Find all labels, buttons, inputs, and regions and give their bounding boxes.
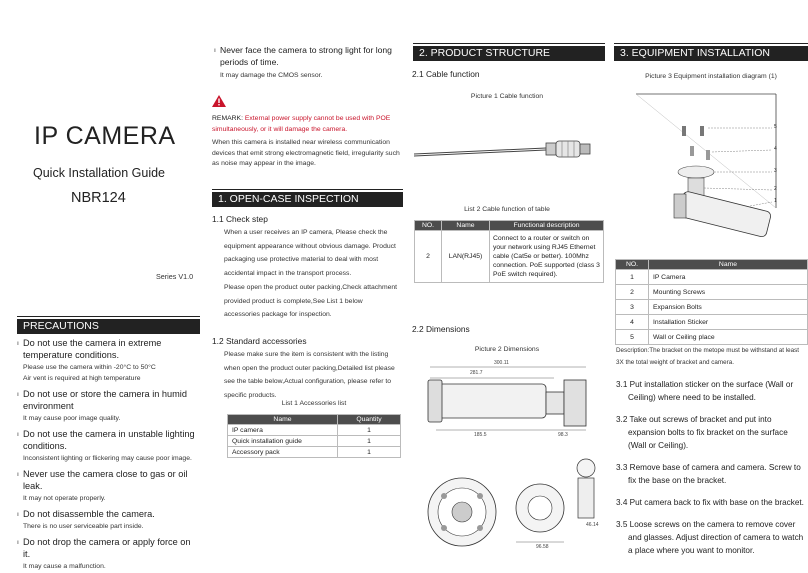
inspection-column — [205, 0, 403, 573]
column-header: NO. — [616, 260, 649, 270]
standard-accessories-paragraph: Please make sure the item is consistent with the listing when open the product outer packing,Detailed list please see the table below,Actual configuration, please refer to specific products. — [224, 351, 395, 399]
table-cell: Wall or Ceiling place — [649, 330, 808, 345]
table-cell: 1 — [338, 425, 401, 436]
model-number: NBR124 — [71, 190, 126, 206]
table-cell: 1 — [338, 447, 401, 458]
precaution-item — [17, 468, 200, 503]
precaution-note: Inconsistent lighting or flickering may cause poor image. — [23, 455, 192, 462]
table-cell: Installation Sticker — [649, 315, 808, 330]
precaution-note: Air vent is required at high temperature — [23, 375, 141, 382]
check-step-title: 1.1 Check step — [212, 214, 268, 224]
diagram-label: 4 — [774, 146, 777, 152]
table-row — [616, 330, 808, 345]
warning-icon — [212, 95, 226, 107]
table-cell: Expansion Bolts — [649, 300, 808, 315]
diagram-label: 1 — [774, 198, 777, 204]
picture1-caption: Picture 1 Cable function — [470, 93, 544, 100]
install-step: 3.3 Remove base of camera and camera. Screw to fix the base on the bracket. — [616, 463, 801, 485]
installation-column — [610, 0, 808, 573]
table-cell: 4 — [616, 315, 649, 330]
standard-accessories-title: 1.2 Standard accessories — [212, 336, 307, 346]
table-cell: Accessory pack — [228, 447, 338, 458]
wireless-note: When this camera is installed near wireless communication devices that emit strong electromagnetic field, irregularity such as noise may appear in the image. — [212, 139, 400, 167]
page-subtitle: Quick Installation Guide — [33, 166, 166, 180]
remark — [212, 113, 400, 135]
strong-light-note: It may damage the CMOS sensor. — [220, 72, 323, 79]
table-row — [616, 300, 808, 315]
list2-caption: List 2 Cable function of table — [464, 206, 550, 213]
table-cell: IP Camera — [649, 270, 808, 285]
column-header: Name — [228, 415, 338, 425]
check-step-paragraph: When a user receives an IP camera, Please check the equipment appearance without obvious damage. Product packaging use protective material to deal with most accidental impact in the transport process. — [224, 229, 396, 277]
install-step: 3.4 Put camera back to fix with base on the bracket. — [616, 498, 804, 507]
precautions-heading — [17, 319, 200, 334]
table-cell: 2 — [415, 231, 442, 283]
precaution-note: It may not operate properly. — [23, 495, 106, 502]
table-row — [616, 270, 808, 285]
installation-heading — [614, 46, 808, 61]
column-header: NO. — [415, 221, 442, 231]
precaution-note: Please use the camera within -20°C to 50°C — [23, 364, 156, 371]
bullet: ı — [214, 47, 216, 54]
remark-text: External power supply cannot be used with POE simultaneously, or it will damage the camera. — [212, 115, 391, 133]
list1-caption: List 1 Accessories list — [281, 400, 347, 407]
dim-rear: 98.3 — [558, 432, 568, 438]
column-header: Functional description — [490, 221, 604, 231]
dim-base: 96.58 — [536, 544, 549, 550]
bullet: ı — [17, 431, 19, 438]
table-cell: Mounting Screws — [649, 285, 808, 300]
precaution-note: It may cause a malfunction. — [23, 563, 106, 570]
strong-light-title: Never face the camera to strong light for long periods of time. — [220, 45, 392, 67]
precaution-title: Do not use the camera in extreme temperature conditions. — [23, 338, 162, 360]
remark-label: REMARK: — [212, 115, 243, 122]
table-cell: Quick installation guide — [228, 436, 338, 447]
precaution-title: Do not use the camera in unstable lighting conditions. — [23, 429, 195, 451]
column-header: Name — [442, 221, 490, 231]
inspection-heading — [212, 192, 403, 207]
cable-function-title: 2.1 Cable function — [412, 69, 480, 79]
bullet: ı — [17, 471, 19, 478]
parts-table — [615, 259, 808, 345]
precaution-title: Never use the camera close to gas or oil leak. — [23, 469, 188, 491]
column-header: Quantity — [338, 415, 401, 425]
table-cell: 2 — [616, 285, 649, 300]
check-step-paragraph-2: Please open the product outer packing,Check attachment provided product is complete,See List 1 below accessories package for inspection. — [224, 284, 398, 318]
page-title: IP CAMERA — [34, 122, 176, 150]
precaution-item — [17, 428, 200, 463]
cover-column — [0, 0, 200, 573]
precaution-item — [17, 388, 200, 423]
dimensions-title: 2.2 Dimensions — [412, 324, 470, 334]
cable-illustration — [414, 136, 604, 166]
inspection-heading-text: 1. OPEN-CASE INSPECTION — [218, 193, 359, 205]
table-row — [228, 425, 401, 436]
structure-heading-text: 2. PRODUCT STRUCTURE — [419, 47, 551, 59]
table-cell: Connect to a router or switch on your network using RJ45 Ethernet cable (Cat5e or better). 100Mhz connection. PoE supported (class 3 PoE switch required). — [490, 231, 604, 283]
table-cell: LAN(RJ45) — [442, 231, 490, 283]
precaution-item — [17, 337, 200, 383]
picture2-caption: Picture 2 Dimensions — [474, 346, 540, 353]
precaution-title: Do not disassemble the camera. — [23, 509, 155, 519]
series-version: Series V1.0 — [156, 272, 194, 281]
table-row — [616, 285, 808, 300]
picture3-caption: Picture 3 Equipment installation diagram (1) — [645, 73, 777, 80]
dimension-diagram — [414, 362, 604, 562]
installation-heading-text: 3. EQUIPMENT INSTALLATION — [620, 47, 770, 59]
table-row — [228, 447, 401, 458]
precautions-heading-text: PRECAUTIONS — [23, 320, 99, 332]
bullet: ı — [17, 539, 19, 546]
structure-heading — [413, 46, 605, 61]
cable-table — [414, 220, 604, 283]
dim-front: 185.5 — [474, 432, 487, 438]
install-step: 3.1 Put installation sticker on the surface (Wall or Ceiling) where need to be installed. — [616, 380, 794, 402]
diagram-label: 3 — [774, 168, 777, 174]
precaution-item — [17, 508, 200, 531]
table-cell: 1 — [338, 436, 401, 447]
dim-depth: 46.14 — [586, 522, 599, 528]
precaution-item — [17, 536, 200, 571]
table-cell: 3 — [616, 300, 649, 315]
diagram-label: 5 — [774, 124, 777, 130]
install-step: 3.5 Loose screws on the camera to remove cover and glasses. Adjust direction of camera to watch a place where you want to monitor. — [616, 520, 804, 555]
install-step: 3.2 Take out screws of bracket and put into expansion bolts to fix bracket on the surface (Wall or Ceiling). — [616, 415, 788, 450]
table-cell: IP camera — [228, 425, 338, 436]
precautions-list — [17, 337, 200, 571]
accessories-table — [227, 414, 401, 458]
column-header: Name — [649, 260, 808, 270]
precaution-note: There is no user serviceable part inside. — [23, 523, 144, 530]
bullet: ı — [17, 391, 19, 398]
installation-steps — [616, 378, 808, 557]
diagram-label: 2 — [774, 186, 777, 192]
table-row — [616, 315, 808, 330]
dim-overall: 300.11 — [494, 360, 509, 366]
structure-column — [408, 0, 605, 573]
bracket-description: Description:The bracket on the metope must be withstand at least 3X the total weight of bracket and camera. — [616, 347, 800, 366]
bullet: ı — [17, 340, 19, 347]
precaution-note: It may cause poor image quality. — [23, 415, 121, 422]
table-row — [228, 436, 401, 447]
bullet: ı — [17, 511, 19, 518]
table-row — [415, 231, 604, 283]
table-cell: 1 — [616, 270, 649, 285]
precaution-title: Do not use or store the camera in humid environment — [23, 389, 187, 411]
table-cell: 5 — [616, 330, 649, 345]
strong-light-item — [214, 44, 400, 80]
precaution-title: Do not drop the camera or apply force on it. — [23, 537, 191, 559]
dim-length: 281.7 — [470, 370, 483, 376]
